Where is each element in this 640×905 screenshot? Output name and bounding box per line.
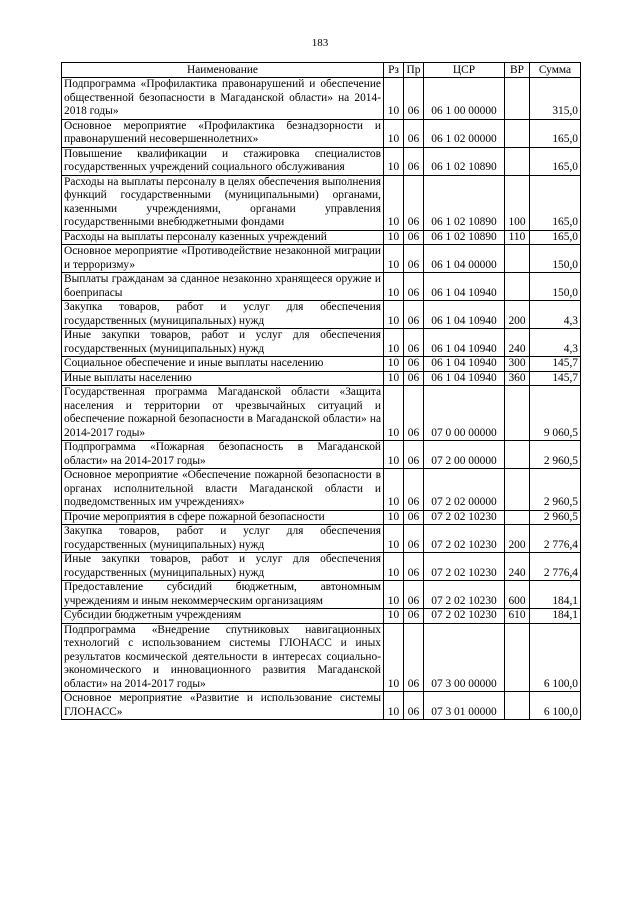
row-rz-cell: 10 (384, 273, 404, 301)
row-pr-cell: 06 (404, 245, 424, 273)
row-rz-cell: 10 (384, 441, 404, 469)
row-vr-cell (505, 386, 530, 441)
row-csr-cell: 06 1 00 00000 (424, 78, 505, 120)
row-sum-cell: 2 960,5 (530, 441, 581, 469)
row-vr-cell (505, 623, 530, 692)
row-csr-cell: 07 2 02 10230 (424, 581, 505, 609)
row-pr-cell: 06 (404, 525, 424, 553)
page-number: 183 (311, 37, 329, 49)
row-rz-cell: 10 (384, 371, 404, 386)
row-vr-cell (505, 441, 530, 469)
row-csr-cell: 06 1 02 10890 (424, 175, 505, 230)
row-rz-cell: 10 (384, 469, 404, 511)
table-row (62, 581, 581, 609)
row-rz-cell: 10 (384, 609, 404, 624)
row-csr-cell: 06 1 04 10940 (424, 301, 505, 329)
row-csr-cell: 06 1 02 10890 (424, 230, 505, 245)
row-name-cell: Иные закупки товаров, работ и услуг для обеспечения государственных (муниципальных) нужд (62, 329, 384, 357)
row-vr-cell (505, 469, 530, 511)
row-csr-cell: 06 1 02 10890 (424, 147, 505, 175)
row-rz-cell: 10 (384, 357, 404, 372)
row-csr-cell: 07 2 02 10230 (424, 553, 505, 581)
row-name-cell: Закупка товаров, работ и услуг для обеспечения государственных (муниципальных) нужд (62, 301, 384, 329)
row-name-cell: Повышение квалификации и стажировка специалистов государственных учреждений социального обслуживания (62, 147, 384, 175)
table-row (62, 78, 581, 120)
table-row (62, 301, 581, 329)
row-csr-cell: 06 1 02 00000 (424, 119, 505, 147)
row-name-cell: Иные выплаты населению (62, 371, 384, 386)
row-pr-cell: 06 (404, 553, 424, 581)
row-csr-cell: 06 1 04 10940 (424, 357, 505, 372)
table-row (62, 371, 581, 386)
row-pr-cell: 06 (404, 301, 424, 329)
row-name-cell: Предоставление субсидий бюджетным, автономным учреждениям и иным некоммерческим организациям (62, 581, 384, 609)
row-pr-cell: 06 (404, 357, 424, 372)
row-vr-cell (505, 147, 530, 175)
row-vr-cell (505, 510, 530, 525)
row-name-cell: Субсидии бюджетным учреждениям (62, 609, 384, 624)
row-csr-cell: 07 2 00 00000 (424, 441, 505, 469)
row-csr-cell: 07 2 02 10230 (424, 525, 505, 553)
header-row (62, 63, 581, 78)
row-sum-cell: 184,1 (530, 581, 581, 609)
header-sum: Сумма (530, 63, 581, 78)
row-pr-cell: 06 (404, 175, 424, 230)
row-name-cell: Основное мероприятие «Развитие и использование системы ГЛОНАСС» (62, 692, 384, 720)
header-vr: ВР (505, 63, 530, 78)
table-row (62, 230, 581, 245)
row-csr-cell: 07 3 01 00000 (424, 692, 505, 720)
row-sum-cell: 184,1 (530, 609, 581, 624)
row-rz-cell: 10 (384, 525, 404, 553)
row-sum-cell: 2 776,4 (530, 525, 581, 553)
row-name-cell: Основное мероприятие «Обеспечение пожарной безопасности в органах исполнительной власти Магаданской области и подведомственных им учреждениях» (62, 469, 384, 511)
table-row (62, 469, 581, 511)
row-rz-cell: 10 (384, 78, 404, 120)
row-name-cell: Подпрограмма «Профилактика правонарушений и обеспечение общественной безопасности в Магаданской области» на 2014-2018 годы» (62, 78, 384, 120)
table-row (62, 245, 581, 273)
row-rz-cell: 10 (384, 581, 404, 609)
row-vr-cell: 200 (505, 301, 530, 329)
row-csr-cell: 07 2 02 10230 (424, 510, 505, 525)
row-name-cell: Социальное обеспечение и иные выплаты населению (62, 357, 384, 372)
table-row (62, 357, 581, 372)
row-sum-cell: 145,7 (530, 357, 581, 372)
row-csr-cell: 06 1 04 00000 (424, 245, 505, 273)
row-pr-cell: 06 (404, 692, 424, 720)
row-sum-cell: 165,0 (530, 175, 581, 230)
row-pr-cell: 06 (404, 581, 424, 609)
row-pr-cell: 06 (404, 371, 424, 386)
row-rz-cell: 10 (384, 147, 404, 175)
table-row (62, 525, 581, 553)
row-rz-cell: 10 (384, 329, 404, 357)
row-rz-cell: 10 (384, 175, 404, 230)
row-pr-cell: 06 (404, 147, 424, 175)
header-csr: ЦСР (424, 63, 505, 78)
row-csr-cell: 07 2 02 10230 (424, 609, 505, 624)
row-name-cell: Основное мероприятие «Противодействие незаконной миграции и терроризму» (62, 245, 384, 273)
row-sum-cell: 165,0 (530, 119, 581, 147)
table-row (62, 386, 581, 441)
row-vr-cell (505, 78, 530, 120)
row-sum-cell: 2 960,5 (530, 510, 581, 525)
row-rz-cell: 10 (384, 230, 404, 245)
row-sum-cell: 4,3 (530, 301, 581, 329)
row-pr-cell: 06 (404, 329, 424, 357)
table-row (62, 273, 581, 301)
budget-table (61, 62, 581, 720)
row-sum-cell: 150,0 (530, 245, 581, 273)
table-row (62, 623, 581, 692)
table-row (62, 510, 581, 525)
row-sum-cell: 6 100,0 (530, 623, 581, 692)
row-sum-cell: 165,0 (530, 230, 581, 245)
row-pr-cell: 06 (404, 441, 424, 469)
row-name-cell: Выплаты гражданам за сданное незаконно хранящееся оружие и боеприпасы (62, 273, 384, 301)
row-csr-cell: 06 1 04 10940 (424, 329, 505, 357)
row-vr-cell: 200 (505, 525, 530, 553)
row-sum-cell: 150,0 (530, 273, 581, 301)
row-vr-cell (505, 273, 530, 301)
table-row (62, 609, 581, 624)
row-sum-cell: 9 060,5 (530, 386, 581, 441)
row-name-cell: Иные закупки товаров, работ и услуг для обеспечения государственных (муниципальных) нужд (62, 553, 384, 581)
table-header (62, 63, 581, 78)
row-sum-cell: 2 960,5 (530, 469, 581, 511)
row-pr-cell: 06 (404, 623, 424, 692)
table-row (62, 147, 581, 175)
table-row (62, 553, 581, 581)
row-vr-cell: 360 (505, 371, 530, 386)
row-rz-cell: 10 (384, 553, 404, 581)
row-csr-cell: 07 2 02 00000 (424, 469, 505, 511)
row-vr-cell: 300 (505, 357, 530, 372)
row-name-cell: Государственная программа Магаданской области «Защита населения и территории от чрезвычайных ситуаций и обеспечение пожарной безопасности в Магаданской области» на 2014-2017 годы» (62, 386, 384, 441)
row-vr-cell: 240 (505, 329, 530, 357)
row-rz-cell: 10 (384, 301, 404, 329)
row-csr-cell: 06 1 04 10940 (424, 273, 505, 301)
row-csr-cell: 07 3 00 00000 (424, 623, 505, 692)
row-sum-cell: 165,0 (530, 147, 581, 175)
row-vr-cell: 240 (505, 553, 530, 581)
row-sum-cell: 2 776,4 (530, 553, 581, 581)
row-csr-cell: 06 1 04 10940 (424, 371, 505, 386)
row-name-cell: Основное мероприятие «Профилактика безнадзорности и правонарушений несовершеннолетних» (62, 119, 384, 147)
row-vr-cell: 100 (505, 175, 530, 230)
row-pr-cell: 06 (404, 119, 424, 147)
row-name-cell: Расходы на выплаты персоналу в целях обеспечения выполнения функций государственными (муниципальными) органами, казенными учреждениями, органами управления государственными внебюджетными фондами (62, 175, 384, 230)
row-vr-cell: 600 (505, 581, 530, 609)
table-row (62, 692, 581, 720)
row-name-cell: Прочие мероприятия в сфере пожарной безопасности (62, 510, 384, 525)
row-pr-cell: 06 (404, 469, 424, 511)
row-vr-cell (505, 119, 530, 147)
header-rz: Рз (384, 63, 404, 78)
table-body (62, 78, 581, 720)
row-csr-cell: 07 0 00 00000 (424, 386, 505, 441)
row-pr-cell: 06 (404, 510, 424, 525)
row-pr-cell: 06 (404, 230, 424, 245)
row-sum-cell: 6 100,0 (530, 692, 581, 720)
table-row (62, 175, 581, 230)
row-rz-cell: 10 (384, 386, 404, 441)
row-name-cell: Подпрограмма «Внедрение спутниковых навигационных технологий с использованием системы ГЛОНАСС и иных результатов космической деятельности в интересах социально-экономического и инновационного развития Магаданской области» на 2014-2017 годы» (62, 623, 384, 692)
row-name-cell: Закупка товаров, работ и услуг для обеспечения государственных (муниципальных) нужд (62, 525, 384, 553)
row-rz-cell: 10 (384, 245, 404, 273)
table-row (62, 329, 581, 357)
table-row (62, 119, 581, 147)
row-name-cell: Подпрограмма «Пожарная безопасность в Магаданской области» на 2014-2017 годы» (62, 441, 384, 469)
row-sum-cell: 4,3 (530, 329, 581, 357)
row-vr-cell (505, 692, 530, 720)
row-pr-cell: 06 (404, 78, 424, 120)
row-name-cell: Расходы на выплаты персоналу казенных учреждений (62, 230, 384, 245)
header-pr: Пр (404, 63, 424, 78)
row-pr-cell: 06 (404, 386, 424, 441)
row-vr-cell: 610 (505, 609, 530, 624)
header-name: Наименование (62, 63, 384, 78)
row-rz-cell: 10 (384, 623, 404, 692)
row-sum-cell: 145,7 (530, 371, 581, 386)
row-pr-cell: 06 (404, 609, 424, 624)
row-vr-cell: 110 (505, 230, 530, 245)
row-vr-cell (505, 245, 530, 273)
row-rz-cell: 10 (384, 692, 404, 720)
row-rz-cell: 10 (384, 510, 404, 525)
row-sum-cell: 315,0 (530, 78, 581, 120)
row-pr-cell: 06 (404, 273, 424, 301)
row-rz-cell: 10 (384, 119, 404, 147)
table-row (62, 441, 581, 469)
